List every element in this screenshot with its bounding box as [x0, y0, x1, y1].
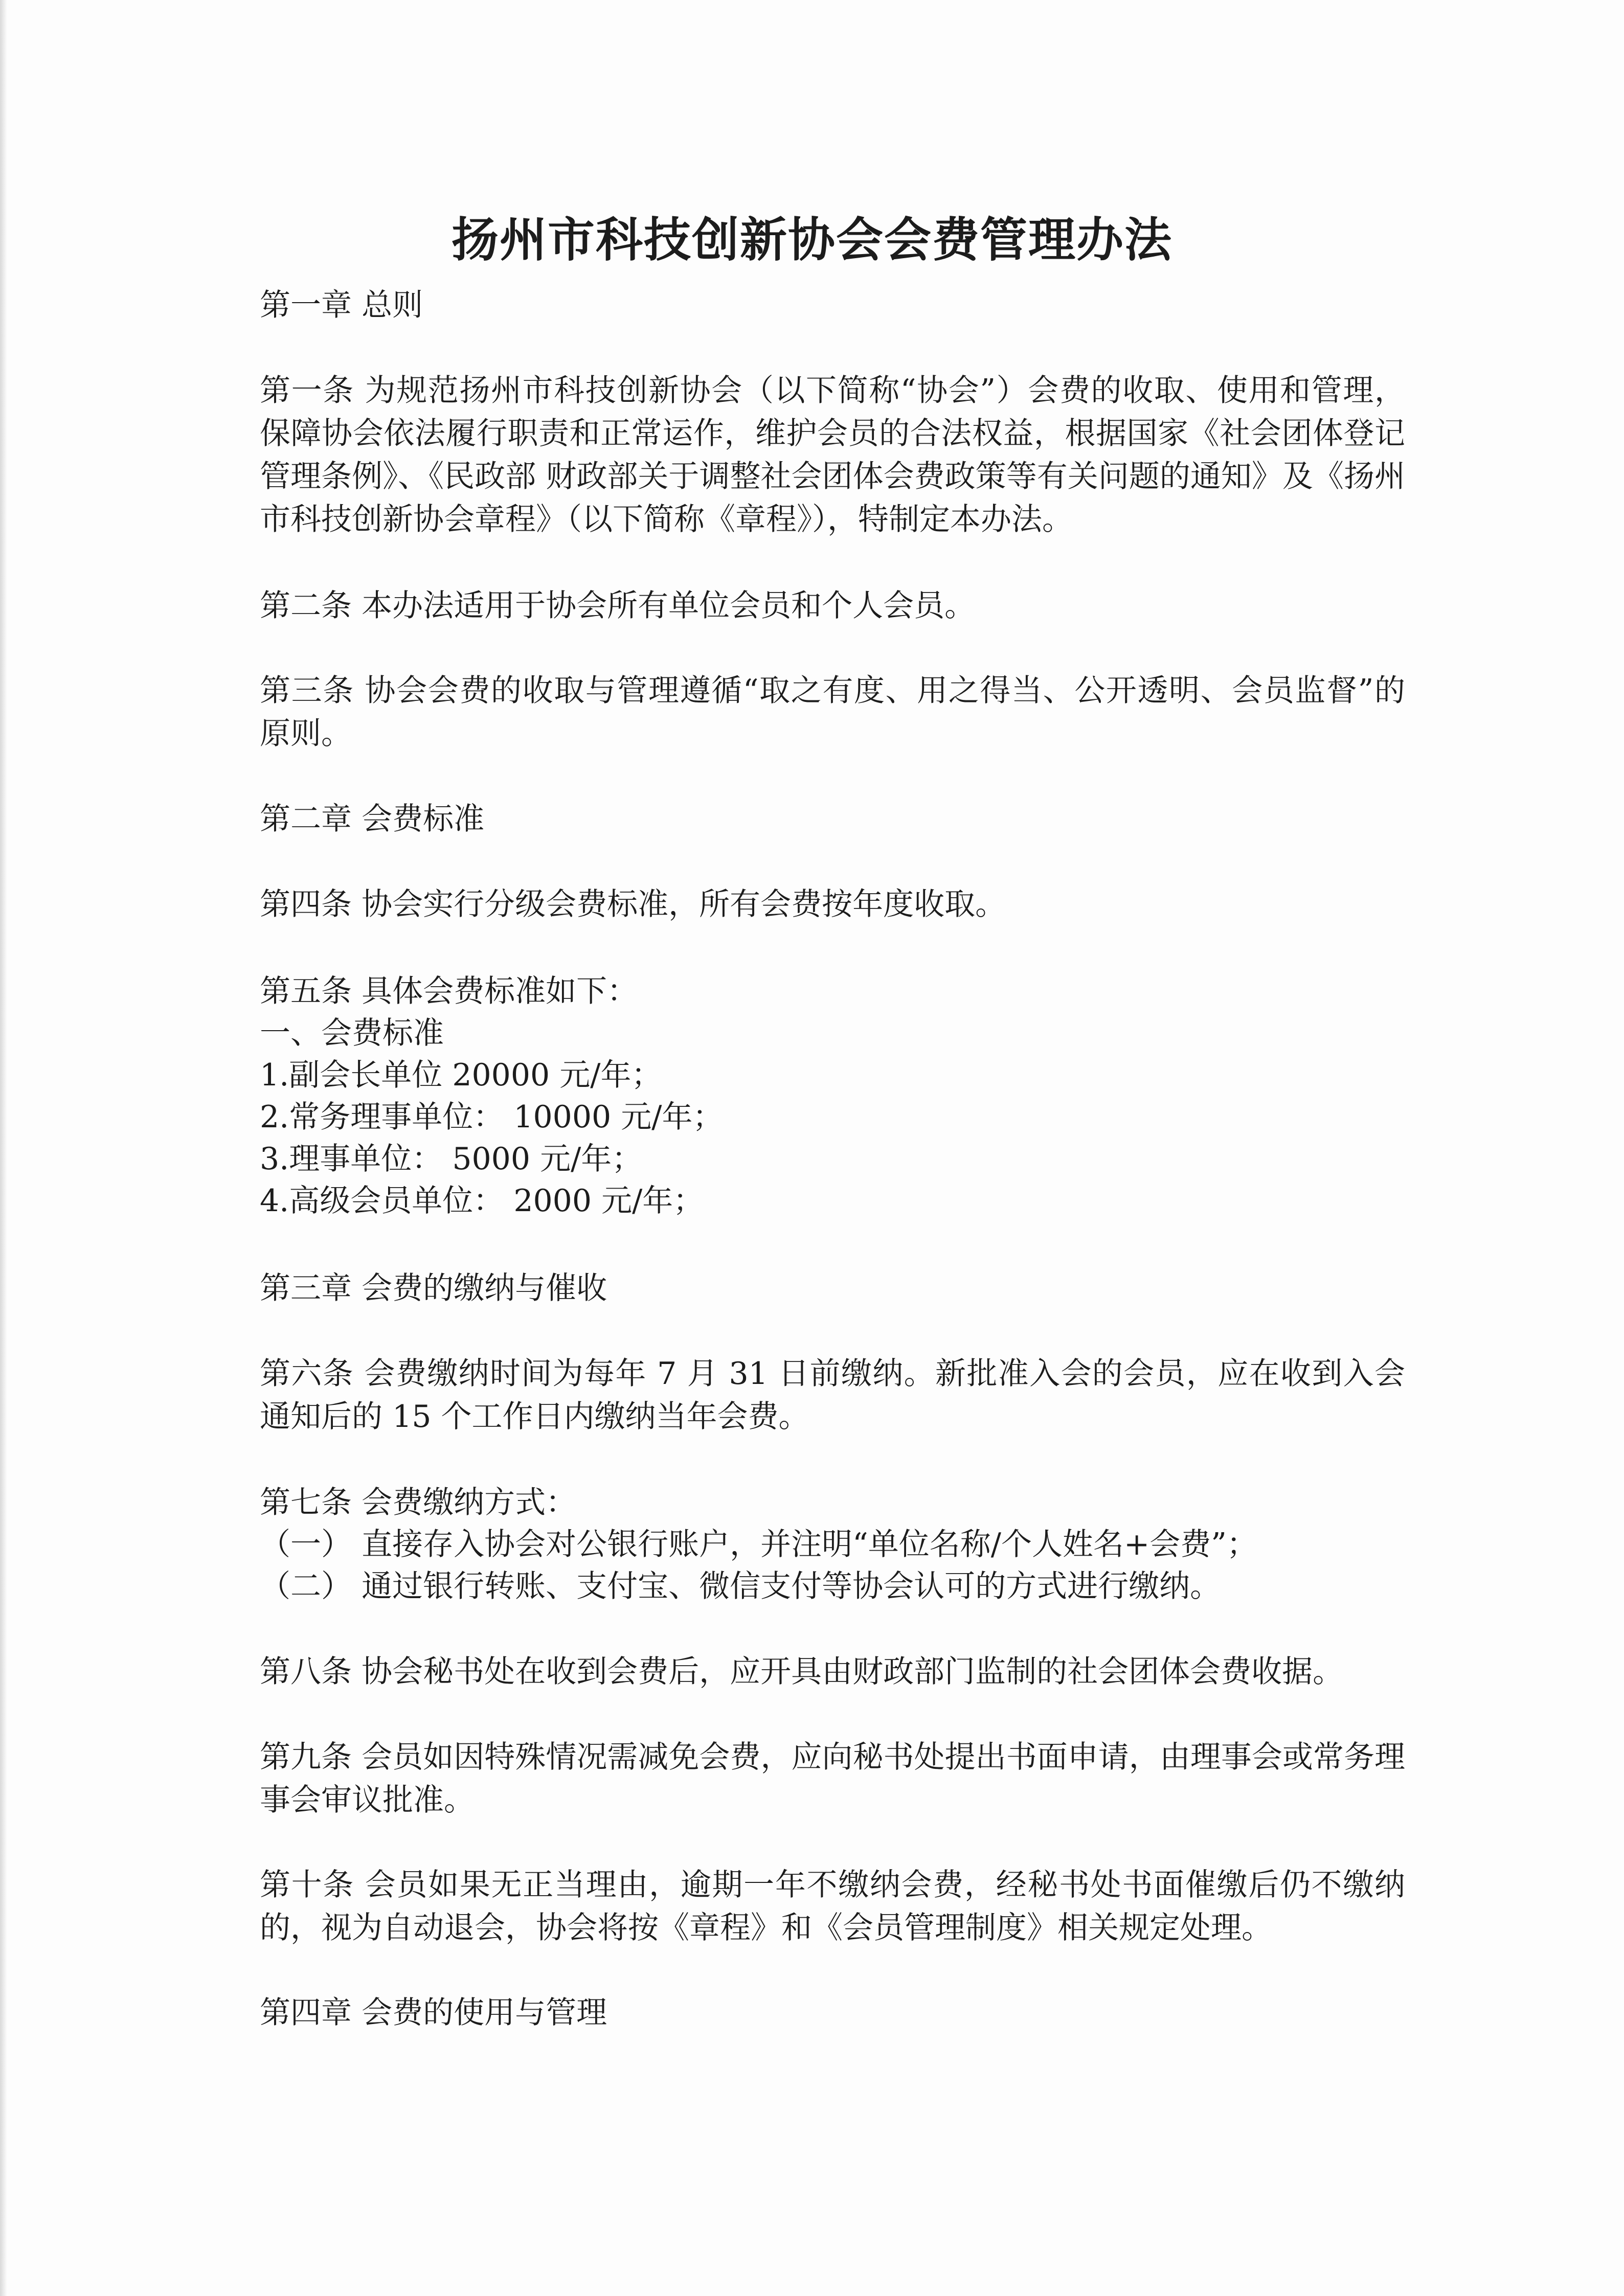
article-5: 第五条 具体会费标准如下： — [260, 973, 638, 1009]
fee-standard-subheading: 一、会费标准 — [260, 1015, 444, 1051]
chapter-4-heading: 第四章 会费的使用与管理 — [260, 1995, 607, 2031]
document-title: 扬州市科技创新协会会费管理办法 — [451, 213, 1172, 267]
article-4: 第四条 协会实行分级会费标准，所有会费按年度收取。 — [260, 886, 1006, 922]
fee-item: 1.副会长单位 20000 元/年； — [260, 1057, 662, 1093]
chapter-3-heading: 第三章 会费的缴纳与催收 — [260, 1270, 607, 1306]
fee-item: 3.理事单位： 5000 元/年； — [260, 1141, 643, 1177]
article-3: 第三条 协会会费的收取与管理遵循“取之有度、用之得当、公开透明、会员监督”的原则。 — [260, 673, 1405, 752]
article-1: 第一条 为规范扬州市科技创新协会（以下简称“协会”）会费的收取、使用和管理，保障协会依法履行职责和正常运作，维护会员的合法权益，根据国家《社会团体登记管理条例》、《民政部 财政部关于调整社会团体会费政策等有关问题的通知》及《扬州市科技创新协会章程》（以下简称《章程》），特制定本办法。 — [260, 373, 1405, 537]
payment-method: （一） 直接存入协会对公银行账户，并注明“单位名称/个人姓名+会费”； — [260, 1527, 1257, 1562]
fee-item: 2.常务理事单位： 10000 元/年； — [260, 1099, 724, 1135]
article-8: 第八条 协会秘书处在收到会费后，应开具由财政部门监制的社会团体会费收据。 — [260, 1654, 1344, 1690]
article-9: 第九条 会员如因特殊情况需减免会费，应向秘书处提出书面申请，由理事会或常务理事会审议批准。 — [260, 1739, 1405, 1818]
article-6: 第六条 会费缴纳时间为每年 7 月 31 日前缴纳。新批准入会的会员，应在收到入会通知后的 15 个工作日内缴纳当年会费。 — [260, 1356, 1405, 1435]
payment-method: （二） 通过银行转账、支付宝、微信支付等协会认可的方式进行缴纳。 — [260, 1568, 1221, 1604]
chapter-2-heading: 第二章 会费标准 — [260, 801, 485, 837]
article-2: 第二条 本办法适用于协会所有单位会员和个人会员。 — [260, 588, 976, 624]
article-7: 第七条 会费缴纳方式： — [260, 1485, 577, 1520]
scan-edge-shadow — [0, 0, 7, 2296]
article-10: 第十条 会员如果无正当理由，逾期一年不缴纳会费，经秘书处书面催缴后仍不缴纳的，视为自动退会，协会将按《章程》和《会员管理制度》相关规定处理。 — [260, 1867, 1405, 1946]
chapter-1-heading: 第一章 总则 — [260, 287, 423, 323]
fee-item: 4.高级会员单位： 2000 元/年； — [260, 1183, 704, 1219]
